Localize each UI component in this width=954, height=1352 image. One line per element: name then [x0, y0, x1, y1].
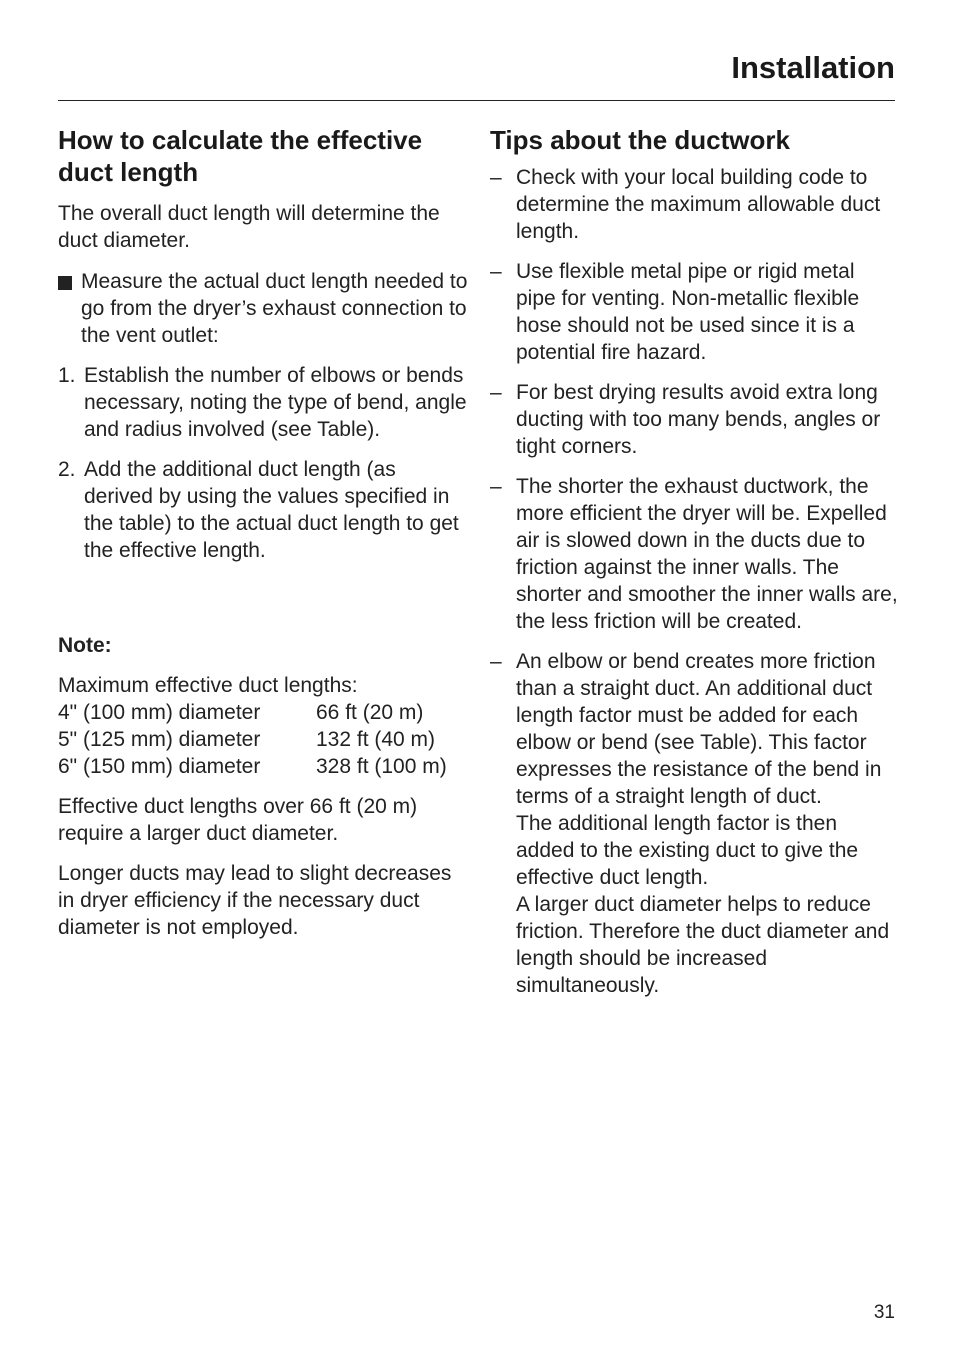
diameter-cell: 6" (150 mm) diameter	[58, 755, 261, 778]
tip-text: An elbow or bend creates more friction than a straight duct. An additional duct length factor must be added for each elbow or bend (see Table). This factor expresses the resistance of the bend in terms of a straight length of duct.	[516, 650, 882, 808]
tip-text: The additional length factor is then added to the existing duct to give the effective duct length.	[516, 812, 859, 889]
numbered-step-2	[58, 456, 468, 564]
numbered-step-1	[58, 362, 468, 443]
tip-text: Use flexible metal pipe or rigid metal pipe for venting. Non-metallic flexible hose should not be used since it is a potential fire hazard.	[516, 260, 860, 364]
dash-bullet: –	[490, 475, 502, 498]
section-heading-effective-duct-length: How to calculate the effective duct length	[58, 125, 423, 187]
duct-length-row	[58, 753, 468, 780]
length-cell: 66 ft (20 m)	[316, 701, 424, 724]
step-text: Add the additional duct length (as derived by using the values specified in the table) to the actual duct length to get the effective length.	[84, 458, 459, 562]
tip-item	[490, 648, 898, 999]
page-title: Installation	[731, 50, 895, 85]
note-paragraph-2: Longer ducts may lead to slight decreases in dryer efficiency if the necessary duct diameter is not employed.	[58, 862, 452, 939]
dash-bullet: –	[490, 260, 502, 283]
duct-length-row	[58, 699, 468, 726]
bullet-item	[58, 268, 468, 349]
duct-length-row	[58, 726, 468, 753]
header-divider	[58, 100, 895, 101]
dash-bullet: –	[490, 166, 502, 189]
note-intro: Maximum effective duct lengths:	[58, 674, 358, 697]
right-column	[490, 124, 898, 999]
square-bullet-icon	[58, 276, 72, 290]
left-column	[58, 124, 468, 941]
page-number: 31	[873, 1302, 895, 1323]
tip-text: For best drying results avoid extra long ducting with too many bends, angles or tight corners.	[516, 381, 881, 458]
tip-text: Check with your local building code to determine the maximum allowable duct length.	[516, 166, 881, 243]
section-heading-tips: Tips about the ductwork	[490, 125, 790, 155]
tips-list	[490, 164, 898, 999]
note-label: Note:	[58, 634, 112, 657]
tip-item	[490, 379, 898, 460]
tip-text: The shorter the exhaust ductwork, the more efficient the dryer will be. Expelled air is slowed down in the ducts due to friction against the inner walls. The shorter and smoother the inner walls are, the less friction will be created.	[516, 475, 898, 633]
diameter-cell: 4" (100 mm) diameter	[58, 701, 261, 724]
step-number: 2.	[58, 458, 76, 481]
tip-item	[490, 473, 898, 635]
tip-text: A larger duct diameter helps to reduce friction. Therefore the duct diameter and length should be increased simultaneously.	[516, 893, 890, 997]
tip-text-block	[516, 648, 898, 999]
tip-item	[490, 258, 898, 366]
step-number: 1.	[58, 364, 76, 387]
intro-paragraph: The overall duct length will determine the duct diameter.	[58, 202, 440, 252]
length-cell: 328 ft (100 m)	[316, 755, 447, 778]
diameter-cell: 5" (125 mm) diameter	[58, 728, 261, 751]
dash-bullet: –	[490, 381, 502, 404]
tip-item	[490, 164, 898, 245]
step-text: Establish the number of elbows or bends necessary, noting the type of bend, angle and radius involved (see Table).	[84, 364, 467, 441]
bullet-text: Measure the actual duct length needed to go from the dryer’s exhaust connection to the vent outlet:	[81, 270, 468, 347]
length-cell: 132 ft (40 m)	[316, 728, 436, 751]
note-paragraph-1: Effective duct lengths over 66 ft (20 m) require a larger duct diameter.	[58, 795, 418, 845]
dash-bullet: –	[490, 650, 502, 673]
